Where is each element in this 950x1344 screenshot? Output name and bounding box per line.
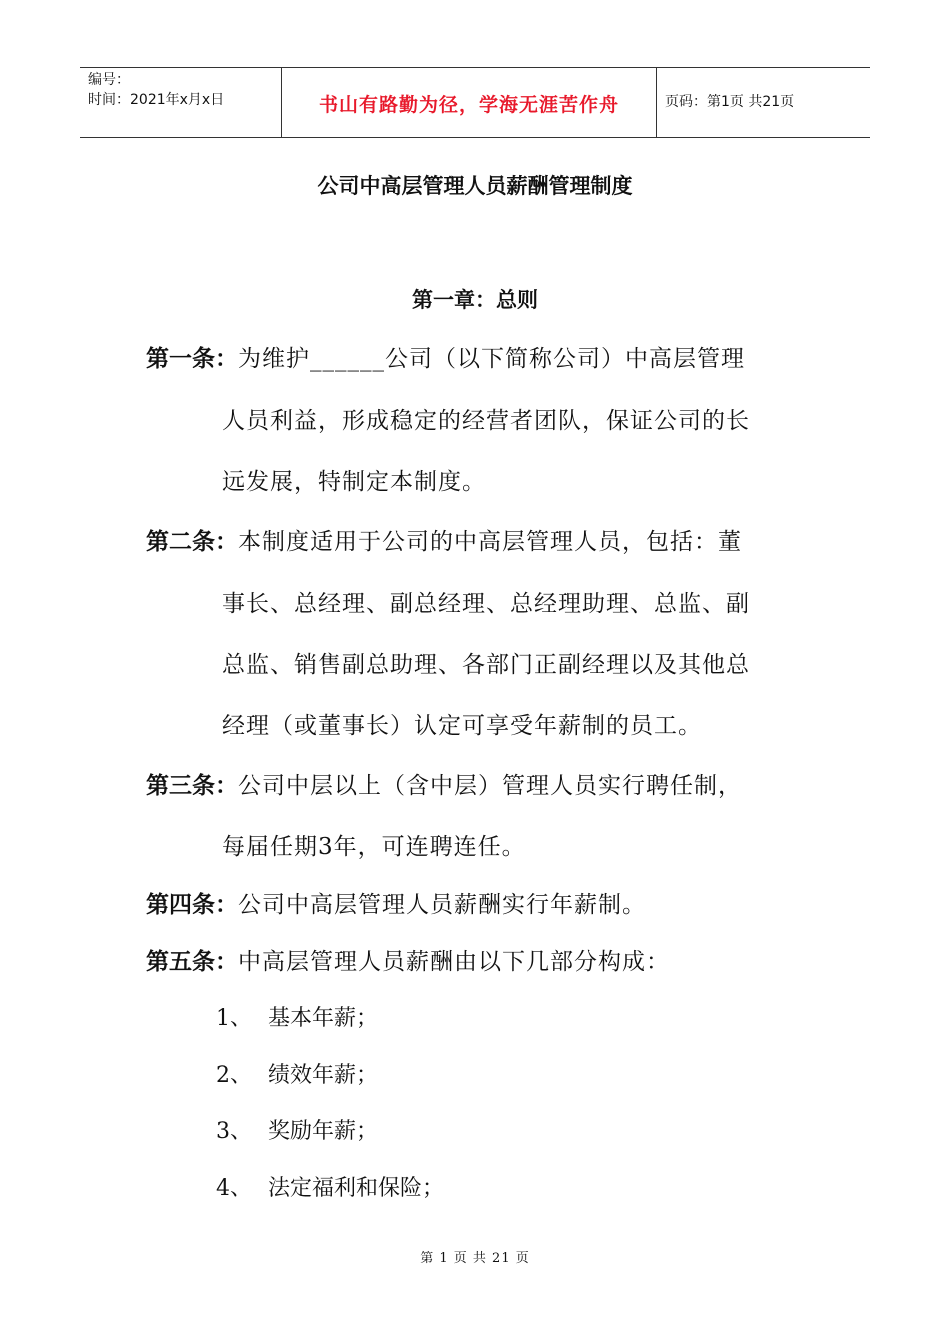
article-text: 中高层管理人员薪酬由以下几部分构成： [238,949,670,975]
header-page-cell [655,68,870,137]
list-item-text: 奖励年薪； [268,1119,379,1144]
article-1-line-3: 远发展，特制定本制度。 [222,469,486,495]
article-2-line-4: 经理（或董事长）认定可享受年薪制的员工。 [222,713,702,739]
article-label: 第四条： [146,892,238,918]
article-text: 本制度适用于公司的中高层管理人员，包括：董 [238,529,742,555]
header-left-cell [80,68,281,137]
article-1-line-2: 人员利益，形成稳定的经营者团队，保证公司的长 [222,408,750,434]
list-item-number: 2、 [216,1063,252,1088]
article-1-line-1 [146,340,745,373]
page-footer: 第 1 页 共 21 页 [420,1251,530,1266]
list-item-text: 绩效年薪； [268,1063,379,1088]
document-title: 公司中高层管理人员薪酬管理制度 [317,174,633,198]
list-item [216,1001,378,1032]
list-item-number: 1、 [216,1006,252,1031]
article-3-line-2: 每届任期3年，可连聘连任。 [222,834,526,860]
article-4-line-1 [146,886,646,919]
article-2-line-1 [146,523,742,556]
article-label: 第三条： [146,773,238,799]
article-label: 第二条： [146,529,238,555]
list-item-number: 3、 [216,1119,252,1144]
article-label: 第一条： [146,346,238,372]
list-item-text: 法定福利和保险； [268,1176,445,1201]
list-item [216,1058,378,1089]
time-label: 时间：2021年x月x日 [88,92,225,108]
chapter-heading: 第一章：总则 [412,288,538,312]
article-2-line-2: 事长、总经理、副总经理、总经理助理、总监、副 [222,591,750,617]
page-info: 页码：第1页 共21页 [665,94,795,110]
list-item [216,1114,378,1145]
number-label: 编号： [88,72,130,88]
header-table [80,67,870,138]
article-text: 公司中高层管理人员薪酬实行年薪制。 [238,892,646,918]
header-motto-cell [281,68,657,137]
list-item [216,1171,444,1202]
article-label: 第五条： [146,949,238,975]
article-2-line-3: 总监、销售副总助理、各部门正副经理以及其他总 [222,652,750,678]
article-text: 公司中层以上（含中层）管理人员实行聘任制， [238,773,742,799]
article-5-line-1 [146,943,670,976]
article-text: 为维护______公司（以下简称公司）中高层管理 [238,346,745,372]
list-item-text: 基本年薪； [268,1006,379,1031]
article-3-line-1 [146,767,742,800]
list-item-number: 4、 [216,1176,252,1201]
motto-text: 书山有路勤为径，学海无涯苦作舟 [318,94,619,116]
